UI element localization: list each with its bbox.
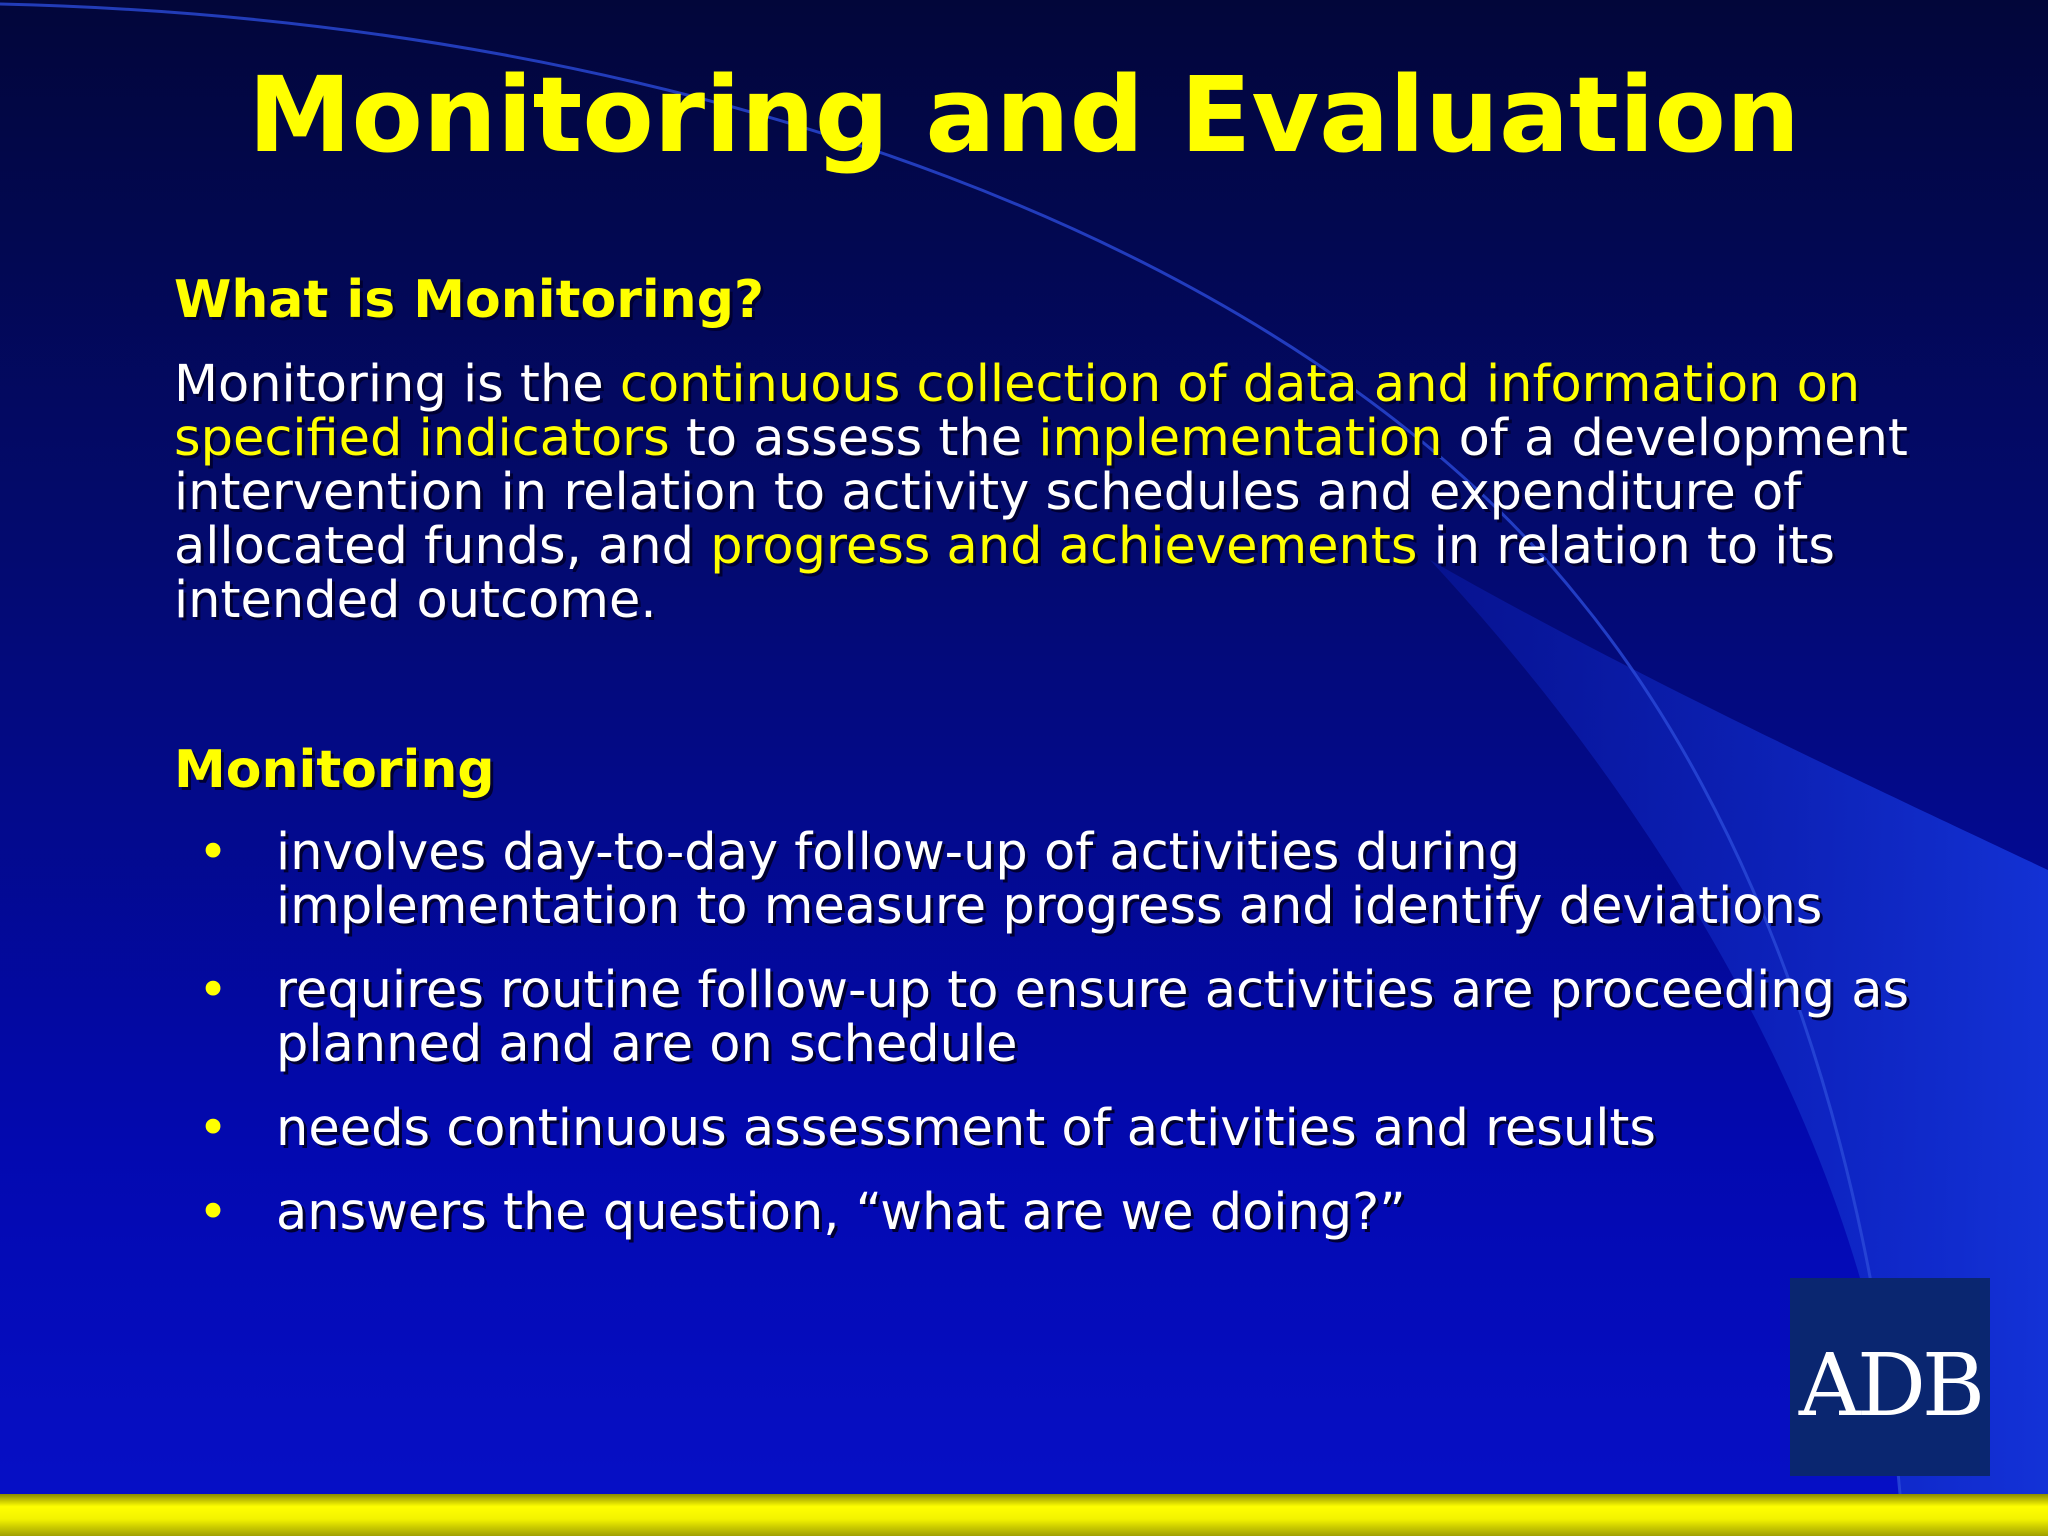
paragraph-highlight-segment: implementation: [1038, 409, 1443, 468]
bullet-dot-icon: •: [198, 1183, 229, 1242]
monitoring-bullet-list: [174, 823, 1914, 1270]
adb-logo: [1790, 1278, 1990, 1476]
section-heading-what-is-monitoring: What is Monitoring?: [174, 270, 765, 330]
definition-paragraph: [174, 355, 1914, 630]
paragraph-highlight-segment: continuous collection of data and information on specified indicators: [174, 355, 1861, 468]
paragraph-text-segment: of a development intervention in relation to activity schedules and expenditure of allocated funds, and: [174, 409, 1908, 576]
section-heading-monitoring: Monitoring: [174, 740, 495, 800]
bullet-item: [174, 961, 1914, 1074]
bullet-item: [174, 1183, 1914, 1242]
paragraph-text-segment: Monitoring is the: [174, 355, 620, 414]
bullet-text: requires routine follow-up to ensure activities are proceeding as planned and are on schedule: [276, 961, 1910, 1074]
bullet-text: involves day-to-day follow-up of activities during implementation to measure progress and identify deviations: [276, 823, 1823, 936]
paragraph-highlight-segment: progress and achievements: [710, 517, 1418, 576]
bullet-dot-icon: •: [198, 961, 229, 1020]
bullet-item: [174, 1099, 1914, 1158]
bullet-text: needs continuous assessment of activities and results: [276, 1099, 1656, 1158]
bullet-dot-icon: •: [198, 823, 229, 882]
bottom-accent-bar: [0, 1494, 2048, 1536]
adb-logo-text: ADB: [1798, 1336, 1982, 1436]
bullet-dot-icon: •: [198, 1099, 229, 1158]
paragraph-text-segment: in relation to its intended outcome.: [174, 517, 1836, 630]
bullet-text: answers the question, “what are we doing?”: [276, 1183, 1406, 1242]
bullet-item: [174, 823, 1914, 936]
slide-title: Monitoring and Evaluation: [247, 54, 1801, 176]
paragraph-text-segment: to assess the: [669, 409, 1039, 468]
